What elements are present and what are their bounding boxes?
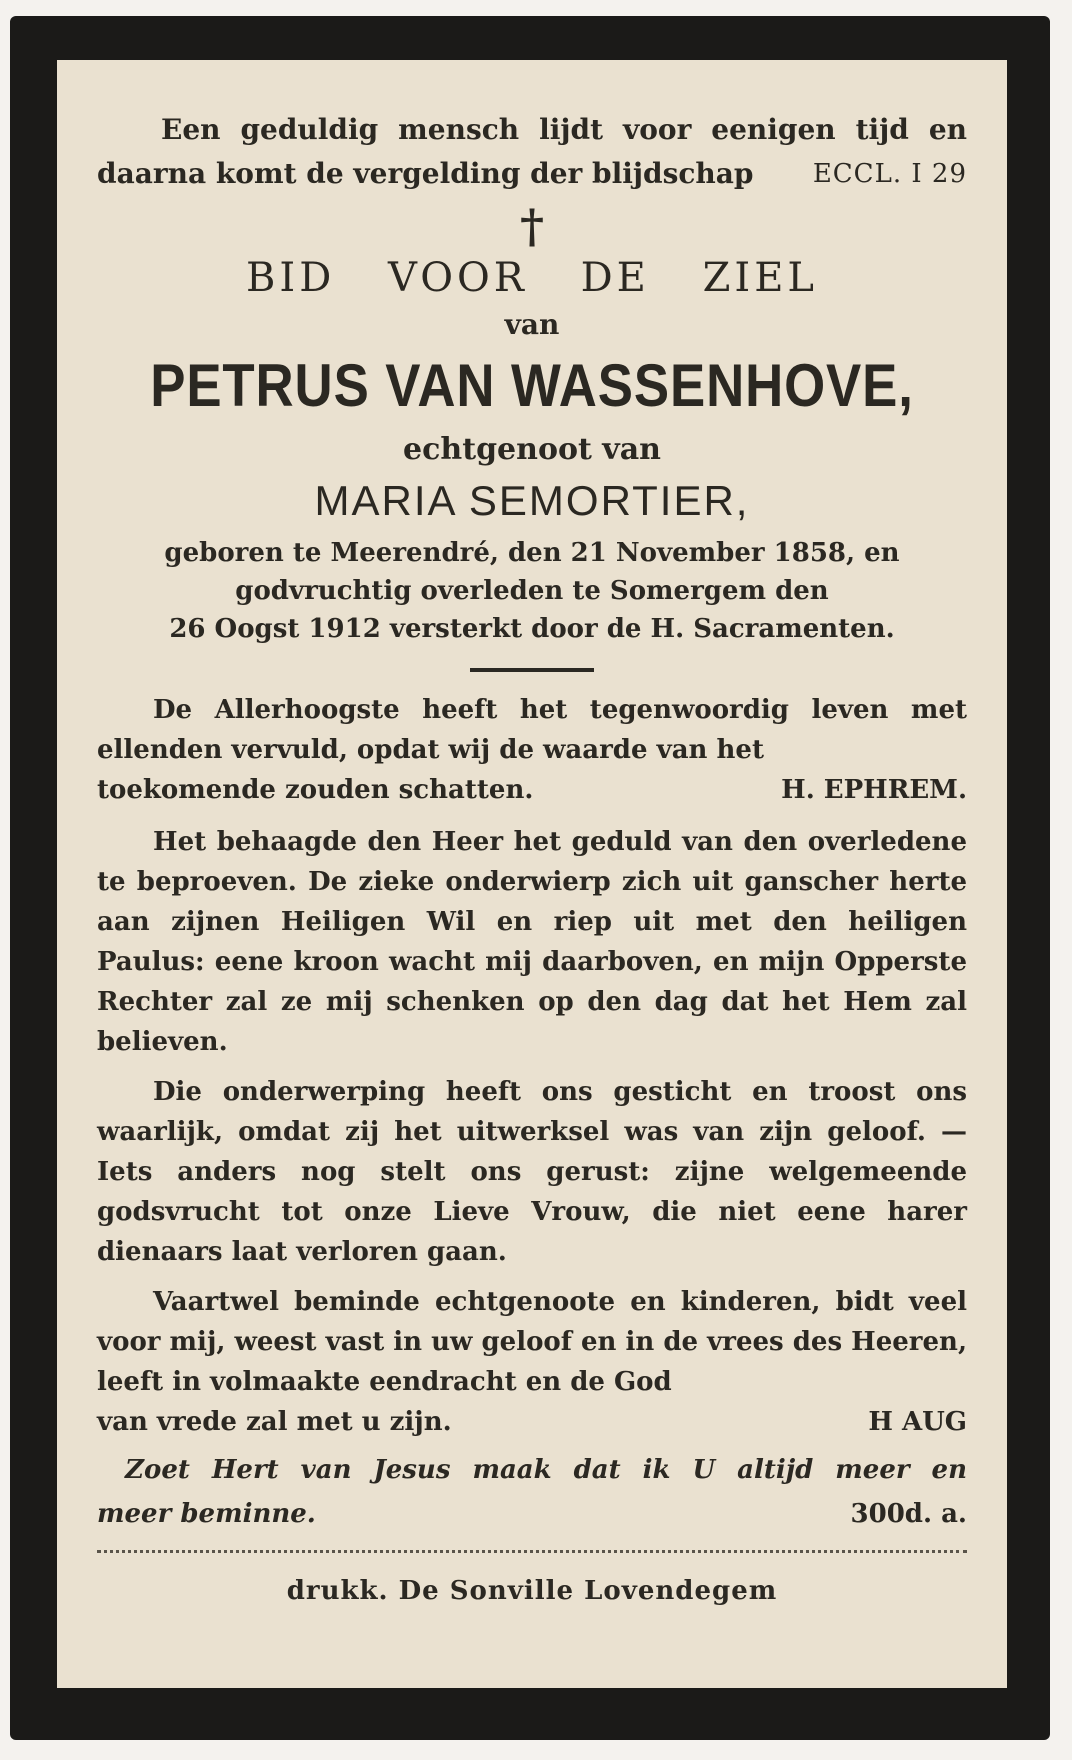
paragraph-ephrem-last-line: toekomende zouden schatten. [97, 775, 534, 805]
heading: BID VOOR DE ZIEL [246, 255, 818, 301]
attribution-aug: H AUG [868, 1407, 967, 1437]
deceased-name: PETRUS VAN WASSENHOVE, [150, 352, 914, 419]
prayer-line-2: meer beminne. [97, 1499, 316, 1529]
epigraph [97, 108, 967, 196]
attribution-ephrem: H. EPHREM. [781, 775, 967, 805]
spouse-label: echtgenoot van [403, 432, 661, 467]
prayer-line-1: Zoet Hert van Jesus maak dat ik U altijd meer en [125, 1455, 967, 1485]
spouse-name: MARIA SEMORTIER, [314, 477, 750, 524]
printer-credit: drukk. De Sonville Lovendegem [286, 1576, 778, 1606]
epigraph-line-1: Een geduldig mensch lijdt voor eenigen tijd en [161, 113, 967, 146]
card-paper [57, 60, 1007, 1688]
cross-icon: † [519, 199, 545, 253]
indulgence: 300d. a. [850, 1499, 967, 1529]
paragraph-ephrem: De Allerhoogste heeft het tegenwoordig leven met ellenden vervuld, opdat wij de waarde van het [97, 695, 967, 765]
paragraph-farewell: Vaartwel beminde echtgenoote en kinderen, bidt veel voor mij, weest vast in uw geloof en in de vrees des Heeren, leeft in volmaakte eendracht en de God [97, 1287, 967, 1397]
dates-line-2: godvruchtig overleden te Somergem den [235, 576, 829, 606]
van-label: van [504, 308, 560, 341]
dates-line-1: geboren te Meerendré, den 21 November 1858, en [164, 538, 900, 568]
prayer [97, 1448, 967, 1536]
divider [470, 668, 594, 672]
dotted-divider [97, 1550, 967, 1553]
paragraph-submission: Die onderwerping heeft ons gesticht en troost ons waarlijk, omdat zij het uitwerksel was van zijn geloof. — Iets anders nog stelt ons gerust: zijne welgemeende godsvrucht tot onze Lieve Vrouw, die niet eene harer dienaars laat verloren gaan. [97, 1077, 967, 1267]
epigraph-reference: ECCL. I 29 [812, 159, 967, 189]
life-dates [97, 534, 967, 648]
epigraph-line-2: daarna komt de vergelding der blijdschap [97, 157, 754, 190]
card-content [97, 108, 967, 1648]
paragraph-farewell-last-line: van vrede zal met u zijn. [97, 1407, 452, 1437]
paragraph-patience: Het behaagde den Heer het geduld van den overledene te beproeven. De zieke onderwierp zich uit ganscher herte aan zijnen Heiligen Wil en riep uit met den heiligen Paulus: eene kroon wacht mij daarboven, en mijn Opperste Rechter zal ze mij schenken op den dag dat het Hem zal believen. [97, 827, 967, 1057]
dates-line-3: 26 Oogst 1912 versterkt door de H. Sacramenten. [169, 614, 895, 644]
memorial-card [10, 16, 1050, 1740]
